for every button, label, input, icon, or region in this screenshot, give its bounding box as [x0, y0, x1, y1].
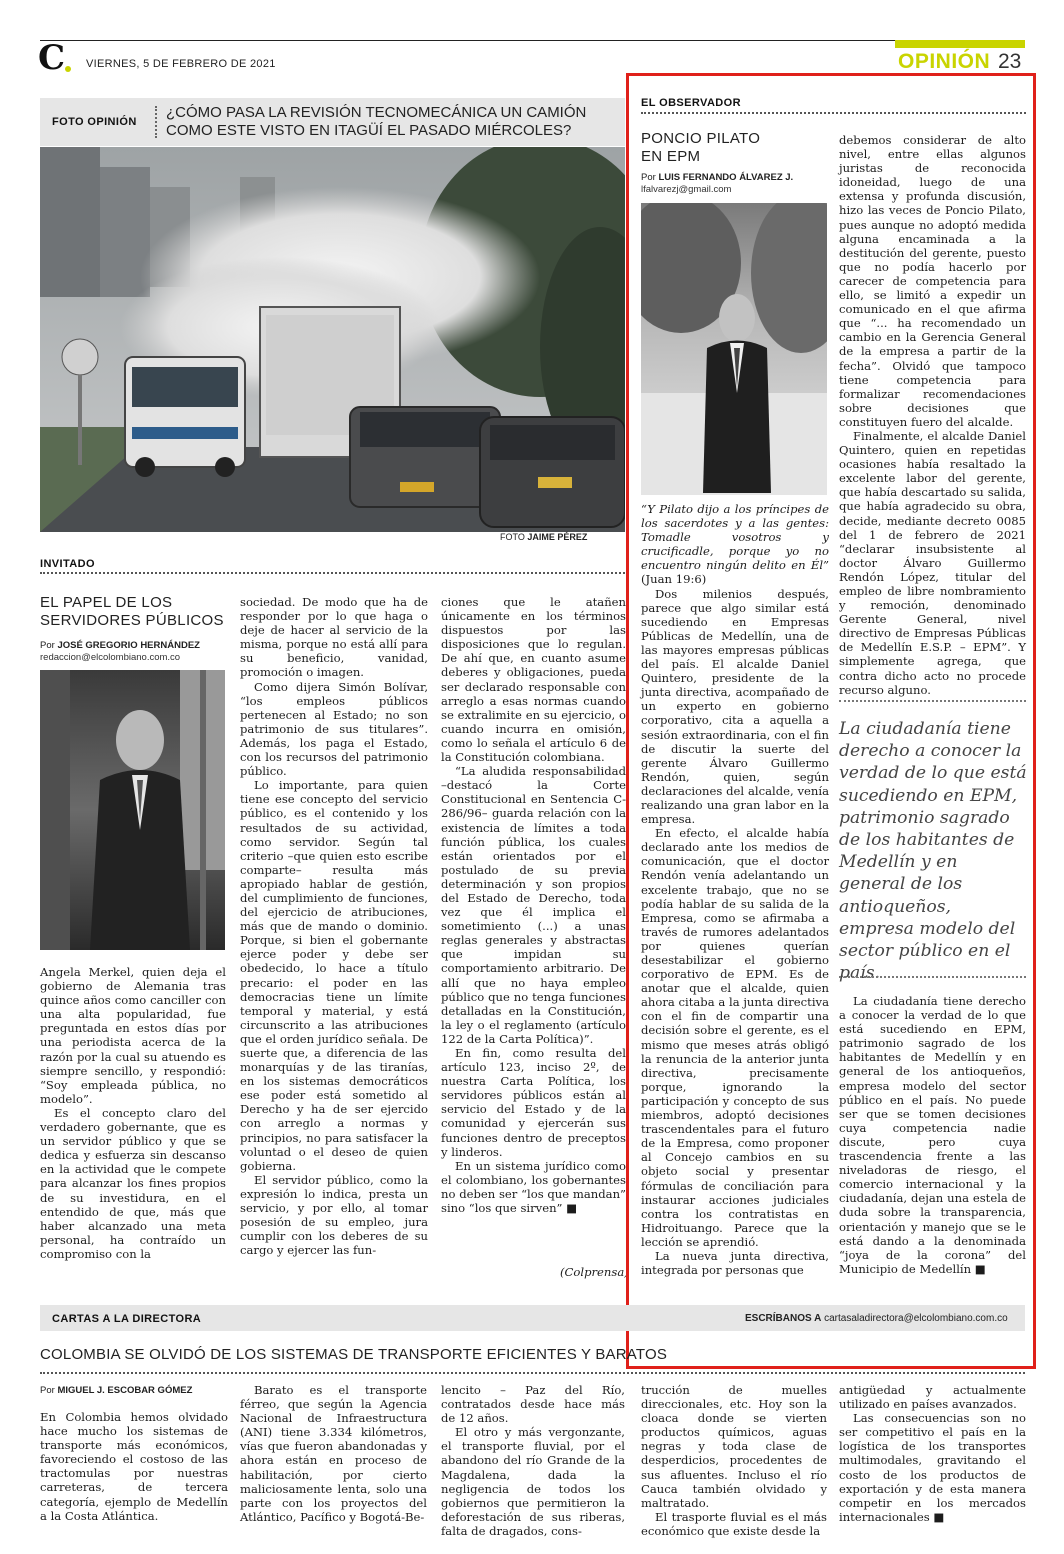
cartas-col3-p1: lencito – Paz del Río, contratados desde hace más de 12 años. — [441, 1383, 625, 1426]
cartas-author: MIGUEL J. ESCOBAR GÓMEZ — [57, 1385, 193, 1396]
invitado-col3-p4: En un sistema jurídico como el colombiano, los gobernantes no deben ser “los que mandan” sino “los que sirven” — [441, 1158, 626, 1216]
observador-byline-prefix: Por — [641, 172, 656, 183]
foto-credit — [500, 532, 587, 542]
foto-opinion-question: ¿CÓMO PASA LA REVISIÓN TECNOMECÁNICA UN CAMIÓN COMO ESTE VISTO EN ITAGÜÍ EL PASADO MIÉRCOLES? — [166, 104, 587, 139]
invitado-col2-p1: sociedad. De modo que ha de responder por lo que haga o deje de hacer al servicio de la misma, porque no está allí para su beneficio, vanidad, promoción o imagen. — [240, 595, 428, 680]
observador-email: lfalvarezj@gmail.com — [641, 184, 732, 195]
invitado-col2-p2: Como dijera Simón Bolívar, “los empleos públicos pertenecen al Estado; no son patrimonio de sus titulares”. Además, los paga el Estado, con los recursos del patrimonio público. — [240, 679, 428, 779]
observador-headline-line2: EN EPM — [641, 148, 701, 165]
cartas-col-3 — [441, 1383, 625, 1538]
invitado-col3-p2: “La aludida responsabilidad –destacó la Corte Constitucional en Sentencia C-286/96– guarda relación con la existencia de límites a toda función pública, los cuales están orientados por el postulado de su previa determinación y son propios del Estado de Derecho, toda vez que él implica el sometimiento (...) a unas reglas generales y abstractas que impidan su comportamiento arbitrario. De allí que no haya empleo público que no tenga funciones detalladas en la Constitución, la ley o el reglamento (artículo 122 de la Carta Política)”. — [441, 764, 626, 1046]
observador-author-photo — [641, 203, 827, 495]
invitado-col1-p2: Es el concepto claro del verdadero gobernante, que es un servidor público y que se dedica y esfuerza sin descanso en la actividad que le compete para alcanzar los fines propios de su investidura, en el entendido de que, más que haber alcanzado una meta personal, ha contraído un compromiso con la — [40, 1105, 226, 1261]
invitado-email: redaccion@elcolombiano.com.co — [40, 652, 181, 663]
masthead-logo: C — [38, 38, 66, 78]
pullquote-rule-top — [839, 700, 1026, 702]
invitado-byline — [40, 640, 200, 651]
observador-col1-p1: Dos milenios después, parece que algo similar está sucediendo en Empresas Públicas de Medellín, una de las mayores empresas públicas del país. El alcalde Daniel Quintero, presidente de la junta directiva, acompañado de un experto en gobierno corporativo, cita a aquella a sesión extraordinaria, con el fin de discutir la suerte del gerente Álvaro Guillermo Rendón, quien, según declaraciones del alcalde, venía realizando una gran labor en la empresa. — [641, 586, 829, 827]
invitado-source: (Colprensa) — [560, 1265, 629, 1279]
truck-smoke-scene — [40, 147, 625, 532]
observador-byline — [641, 172, 793, 183]
end-mark-3: ■ — [933, 1509, 945, 1524]
cartas-col-2 — [240, 1383, 427, 1524]
cartas-write-to — [745, 1313, 1008, 1324]
invitado-rule — [40, 572, 625, 574]
invitado-col-2 — [240, 595, 428, 1257]
logo-dot — [65, 66, 71, 72]
foto-credit-name: JAIME PÉREZ — [527, 532, 588, 542]
cartas-col-1 — [40, 1410, 228, 1523]
invitado-col-1 — [40, 965, 226, 1261]
cartas-rule — [40, 1372, 1025, 1374]
foto-opinion-label: FOTO OPINIÓN — [52, 116, 137, 128]
observador-headline-line1: PONCIO PILATO — [641, 130, 761, 147]
invitado-col1-p1: Angela Merkel, quien deja el gobierno de Alemania tras quince años como canciller con una alta popularidad, fue preguntada en estos días por una periodista acerca de la razón por la cual su atuendo es siempre sencillo, y respondió: “Soy empleada pública, no modelo”. — [40, 965, 226, 1106]
foto-opinion-divider — [155, 106, 157, 138]
observador-col1-p2: En efecto, el alcalde había declarado ante los medios de comunicación, que el doctor Rendón venía adelantando un excelente trabajo, que no se podía hablar de su salida de la Empresa, como se afirmaba a través de rumores adelantados por quienes querían desestabilizar el gobierno corporativo de EPM. Es de anotar que el alcalde, quien ahora citaba a la junta directiva con el fin de compartir una decisión sobre el gerente, es el mismo que meses atrás obligó la renuncia de la anterior junta directiva, precisamente porque, ignorando la participación y concepto de sus miembros, adoptó decisiones trascendentales para el futuro de la Empresa, como proponer al Concejo cambios en su objeto social y presentar fórmulas de conciliación para instaurar acciones judiciales contra los contratistas en Hidroituango. Parece que la lección se aprendió. — [641, 826, 829, 1249]
observador-col-1 — [641, 502, 829, 1277]
invitado-author: JOSÉ GREGORIO HERNÁNDEZ — [57, 640, 200, 651]
cartas-col2-p1: Barato es el transporte férreo, que según la Agencia Nacional de Infraestructura (ANI) tiene 3.334 kilómetros, vías que fueron abandonadas y ahora están en proceso de habilitación, por cierto maliciosamente lenta, solo una parte con los proyectos del Atlántico, Pacífico y Bogotá-Be- — [240, 1383, 427, 1524]
cartas-col5-p1: antigüedad y actualmente utilizado en países avanzados. — [839, 1383, 1026, 1412]
cartas-col-5 — [839, 1383, 1026, 1524]
cartas-byline — [40, 1385, 192, 1396]
invitado-col3-p3: En fin, como resulta del artículo 123, inciso 2º, de nuestra Carta Política, los servidores públicos están al servicio del Estado y de la comunidad y ejercerán sus funciones dentro de preceptos y linderos. — [441, 1046, 626, 1159]
invitado-headline: EL PAPEL DE LOS SERVIDORES PÚBLICOS — [40, 594, 224, 629]
observador-author: LUIS FERNANDO ÁLVAREZ J. — [658, 172, 794, 183]
observador-epigraph: “Y Pilato dijo a los príncipes de los sacerdotes y a las gentes: Tomadle vosotros y crucificadle, porque yo no encuentro ningún delito en Él” — [641, 502, 829, 573]
masthead-date: VIERNES, 5 DE FEBRERO DE 2021 — [86, 58, 276, 70]
observador-rule — [641, 112, 1026, 114]
cartas-col1-p1: En Colombia hemos olvidado hace mucho los sistemas de transporte más económicos, favoreciendo el costoso de las tractomulas por nuestras carreteras, de tercera categoría, ejemplo de Medellín a la Costa Atlántica. — [40, 1410, 228, 1523]
invitado-author-photo — [40, 670, 225, 950]
end-mark-1: ■ — [566, 1201, 578, 1216]
masthead-rule — [40, 40, 1025, 41]
author-portrait-2 — [641, 203, 827, 495]
cartas-col5-p2: Las consecuencias son no ser competitivo el país en la logística de los transportes multimodales, gravitando el costo de los productos de exportación y de esta manera competir en los mercados internacionales — [839, 1411, 1026, 1524]
cartas-section-label: CARTAS A LA DIRECTORA — [52, 1313, 202, 1325]
observador-section-label: EL OBSERVADOR — [641, 97, 741, 109]
author-portrait-1 — [40, 670, 225, 950]
invitado-byline-prefix: Por — [40, 640, 55, 651]
observador-col1-p3: La nueva junta directiva, integrada por personas que — [641, 1248, 829, 1278]
end-mark-2: ■ — [974, 1261, 986, 1276]
section-tab-bar — [895, 40, 1025, 48]
cartas-col4-p2: El trasporte fluvial es el más económico que existe desde la — [641, 1509, 827, 1538]
foto-credit-prefix: FOTO — [500, 532, 525, 542]
invitado-col-3 — [441, 595, 626, 1215]
observador-col2-p2: Finalmente, el alcalde Daniel Quintero, quien en repetidas ocasiones había resaltado la excelente labor del gerente, que había descartado su salida, que había agradecido su obra, decide, mediante decreto 0085 del 1 de febrero de 2021 “declarar insubsistente al doctor Álvaro Guillermo Rendón López, titular del empleo de libre nombramiento y remoción, denominado Gerente General, nivel directivo de Empresas Públicas de Medellín E.S.P. – EPM”. Y simplemente agrega, que contra dicho acto no procede recurso alguno. — [839, 428, 1026, 697]
cartas-write-email[interactable]: cartasaladirectora@elcolombiano.com.co — [824, 1313, 1008, 1324]
observador-epigraph-ref: (Juan 19:6) — [641, 572, 707, 587]
page-number: 23 — [998, 50, 1022, 73]
invitado-col3-p1: ciones que le atañen únicamente en los términos dispuestos por las disposiciones que lo regulan. De ahí que, en cuanto asume deberes y obligaciones, pueda ser declarado responsable con arreglo a esas normas cuando se extralimite en su ejercicio, o cuando incurra en omisión, como lo señala el artículo 6 de la Constitución colombiana. — [441, 595, 626, 765]
invitado-col2-p4: El servidor público, como la expresión lo indica, presta un servicio, y por ello, al tomar posesión de su empleo, jura cumplir con los deberes de su cargo y ejercer las fun- — [240, 1172, 428, 1258]
invitado-section-label: INVITADO — [40, 558, 95, 570]
cartas-col3-p2: El otro y más vergonzante, el transporte fluvial, por el abandono del río Grande de la Magdalena, dada la negligencia de todos los gobiernos que permitieron la deforestación de sus riberas, falta de dragados, cons- — [441, 1425, 625, 1538]
observador-headline — [641, 130, 831, 166]
observador-pullquote: La ciudadanía tiene derecho a conocer la verdad de lo que está sucediendo en EPM, patrimonio sagrado de los habitantes de Medellín y en general de los antioqueños, empresa modelo del sector público en el país. — [839, 719, 1027, 984]
cartas-byline-prefix: Por — [40, 1385, 55, 1396]
observador-col2-p1: debemos considerar de alto nivel, entre ellas algunos juristas de reconocida idoneidad, luego de una extensa y profunda discusión, hizo las veces de Poncio Pilato, pues aunque no adoptó medida alguna encaminada a la destitución del gerente, puesto que no podía hacerlo por carecer de competencia para ello, se limitó a expedir un comunicado en el que afirma que “... ha recomendado un cambio en la Gerencia General de la empresa a partir de la fecha”. Olvidó que tampoco tiene competencia para formalizar recomendaciones sobre decisiones que constituyen fuero del alcalde. — [839, 133, 1026, 429]
observador-col-2 — [839, 133, 1026, 697]
cartas-headline: COLOMBIA SE OLVIDÓ DE LOS SISTEMAS DE TRANSPORTE EFICIENTES Y BARATOS — [40, 1346, 668, 1363]
invitado-col2-p3: Lo importante, para quien tiene ese concepto del servicio público, es el contenido y los resultados de su actividad, como servidor. Según tal criterio –que quien esto escribe comparte– resulta más apropiado hablar de gestión, del cumplimiento de funciones, del ejercicio de atribuciones, más que de mando o dominio. Porque, si bien el gobernante ejerce poder y debe ser obedecido, lo hace a título precario: el poder en las democracias tiene un límite temporal y material, y está circunscrito a las atribuciones que el orden jurídico señala. De suerte que, a diferencia de las monarquías y de las tiranías, en los sistemas democráticos ese poder está sometido al Derecho y ha de ser ejercido con arreglo a normas y principios, no para satisfacer la voluntad o el deseo de quien gobierna. — [240, 778, 428, 1173]
observador-col2-p3: La ciudadanía tiene derecho a conocer la verdad de lo que está sucediendo en EPM, patrimonio sagrado de los habitantes de Medellín y en general de los antioqueños, empresa modelo del sector público en el país. No puede ser que se tomen decisiones cuya competencia nadie discute, pero cuya trascendencia frente a las niveladoras de riesgo, el comercio internacional y la ciudadanía, dejan una estela de duda sobre la transparencia, orientación y manejo que se le está dando a la denominada “joya de la corona” del Municipio de Medellín — [839, 994, 1026, 1276]
cartas-write-label: ESCRÍBANOS A — [745, 1313, 822, 1324]
observador-col-2-end — [839, 994, 1026, 1276]
section-title: OPINIÓN — [898, 50, 991, 73]
foto-opinion-photo — [40, 147, 625, 532]
cartas-col4-p1: trucción de muelles direccionales, etc. Hoy son la cloaca donde se vierten productos químicos, aguas negras y toda clase de desperdicios, procedentes de sus afluentes. Incluso el río Cauca también olvidado y maltratado. — [641, 1383, 827, 1510]
cartas-col-4 — [641, 1383, 827, 1538]
pullquote-rule-bottom — [839, 976, 1026, 978]
